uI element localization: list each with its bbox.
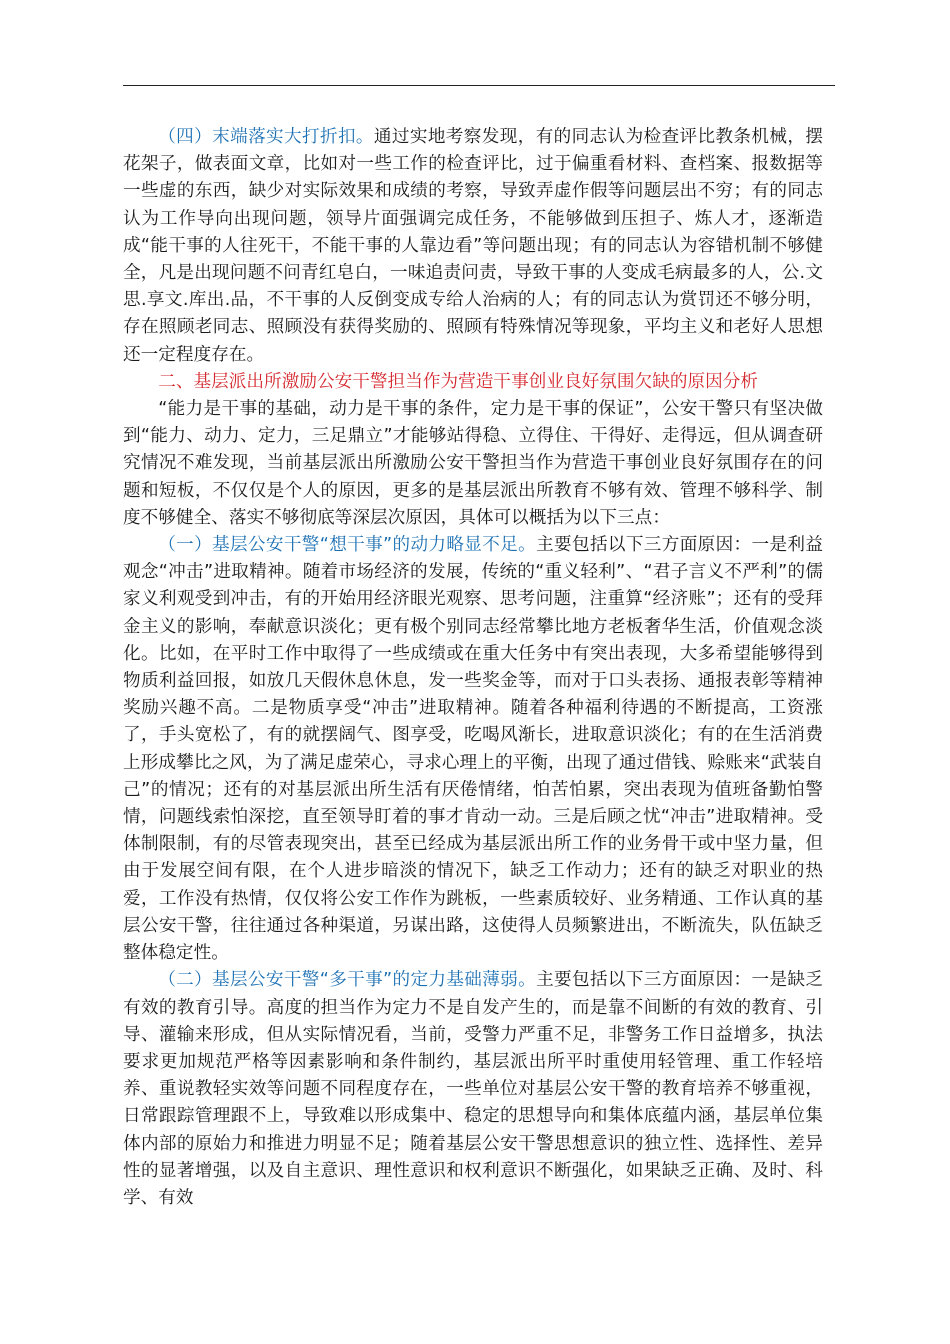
paragraph-text: 通过实地考察发现，有的同志认为检查评比教条机械，摆花架子，做表面文章，比如对一些工作的检查评比，过于偏重看材料、查档案、报数据等一些虚的东西，缺少对实际效果和成绩的考察，导致弄虚作假等问题层出不穷；有的同志认为工作导向出现问题，领导片面强调完成任务，不能够做到压担子、炼人才，逐渐造成“能干事的人往死干，不能干事的人靠边看”等问题出现；有的同志认为容错机制不够健全，凡是出现问题不问青红皂白，一味追责问责，导致干事的人变成毛病最多的人，公.文思.享文.库出.品，不干事的人反倒变成专给人治病的人；有的同志认为赏罚还不够分明，存在照顾老同志、照顾没有获得奖励的、照顾有特殊情况等现象，平均主义和老好人思想还一定程度存在。: [123, 127, 823, 365]
document-body: [123, 124, 823, 1212]
paragraph-2-resolve: [123, 967, 823, 1212]
paragraph-text: 主要包括以下三方面原因：一是缺乏有效的教育引导。高度的担当作为定力不是自发产生的，而是靠不间断的有效的教育、引导、灌输来形成，但从实际情况看，当前，受警力严重不足，非警务工作日益增多，执法要求更加规范严格等因素影响和条件制约，基层派出所平时重使用轻管理、重工作轻培养、重说教轻实效等问题不同程度存在，一些单位对基层公安干警的教育培养不够重视，日常跟踪管理跟不上，导致难以形成集中、稳定的思想导向和集体底蕴内涵，基层单位集体内部的原始力和推进力明显不足；随着基层公安干警思想意识的独立性、选择性、差异性的显著增强，以及自主意识、理性意识和权利意识不断强化，如果缺乏正确、及时、科学、有效: [123, 970, 823, 1208]
subheading-2: （二）基层公安干警“多干事”的定力基础薄弱。: [158, 970, 537, 991]
subheading-1: （一）基层公安干警“想干事”的动力略显不足。: [158, 535, 537, 556]
section-2-heading: 二、基层派出所激励公安干警担当作为营造干事创业良好氛围欠缺的原因分析: [158, 371, 759, 392]
paragraph-intro: “能力是干事的基础，动力是干事的条件，定力是干事的保证”，公安干警只有坚决做到“能力、动力、定力，三足鼎立”才能够站得稳、立得住、干得好、走得远，但从调查研究情况不难发现，当前基层派出所激励公安干警担当作为营造干事创业良好氛围存在的问题和短板，不仅仅是个人的原因，更多的是基层派出所教育不够有效、管理不够科学、制度不够健全、落实不够彻底等深层次原因，具体可以概括为以下三点：: [123, 399, 823, 528]
paragraph-4-implementation: [123, 124, 823, 369]
subheading-4: （四）末端落实大打折扣。: [158, 127, 374, 147]
paragraph-text: 主要包括以下三方面原因：一是利益观念“冲击”进取精神。随着市场经济的发展，传统的“重义轻利”、“君子言义不严利”的儒家义利观受到冲击，有的开始用经济眼光观察、思考问题，注重算“经济账”；还有的受拜金主义的影响，奉献意识淡化；更有极个别同志经常攀比地方老板奢华生活，价值观念淡化。比如，在平时工作中取得了一些成绩或在重大任务中有突出表现，大多希望能够得到物质利益回报，如放几天假休息休息，发一些奖金等，而对于口头表扬、通报表彰等精神奖励兴趣不高。二是物质享受“冲击”进取精神。随着各种福利待遇的不断提高，工资涨了，手头宽松了，有的就摆阔气、图享受，吃喝风渐长，进取意识淡化；有的在生活消费上形成攀比之风，为了满足虚荣心，寻求心理上的平衡，出现了通过借钱、赊账来“武装自己”的情况；还有的对基层派出所生活有厌倦情绪，怕苦怕累，突出表现为值班备勤怕警情，问题线索怕深挖，直至领导盯着的事才肯动一动。三是后顾之忧“冲击”进取精神。受体制限制，有的尽管表现突出，甚至已经成为基层派出所工作的业务骨干或中坚力量，但由于发展空间有限，在个人进步暗淡的情况下，缺乏工作动力；还有的缺乏对职业的热爱，工作没有热情，仅仅将公安工作作为跳板，一些素质较好、业务精通、工作认真的基层公安干警，往往通过各种渠道，另谋出路，这使得人员频繁进出，不断流失，队伍缺乏整体稳定性。: [123, 535, 823, 964]
paragraph-1-motivation: [123, 532, 823, 967]
header-rule: [123, 85, 835, 86]
